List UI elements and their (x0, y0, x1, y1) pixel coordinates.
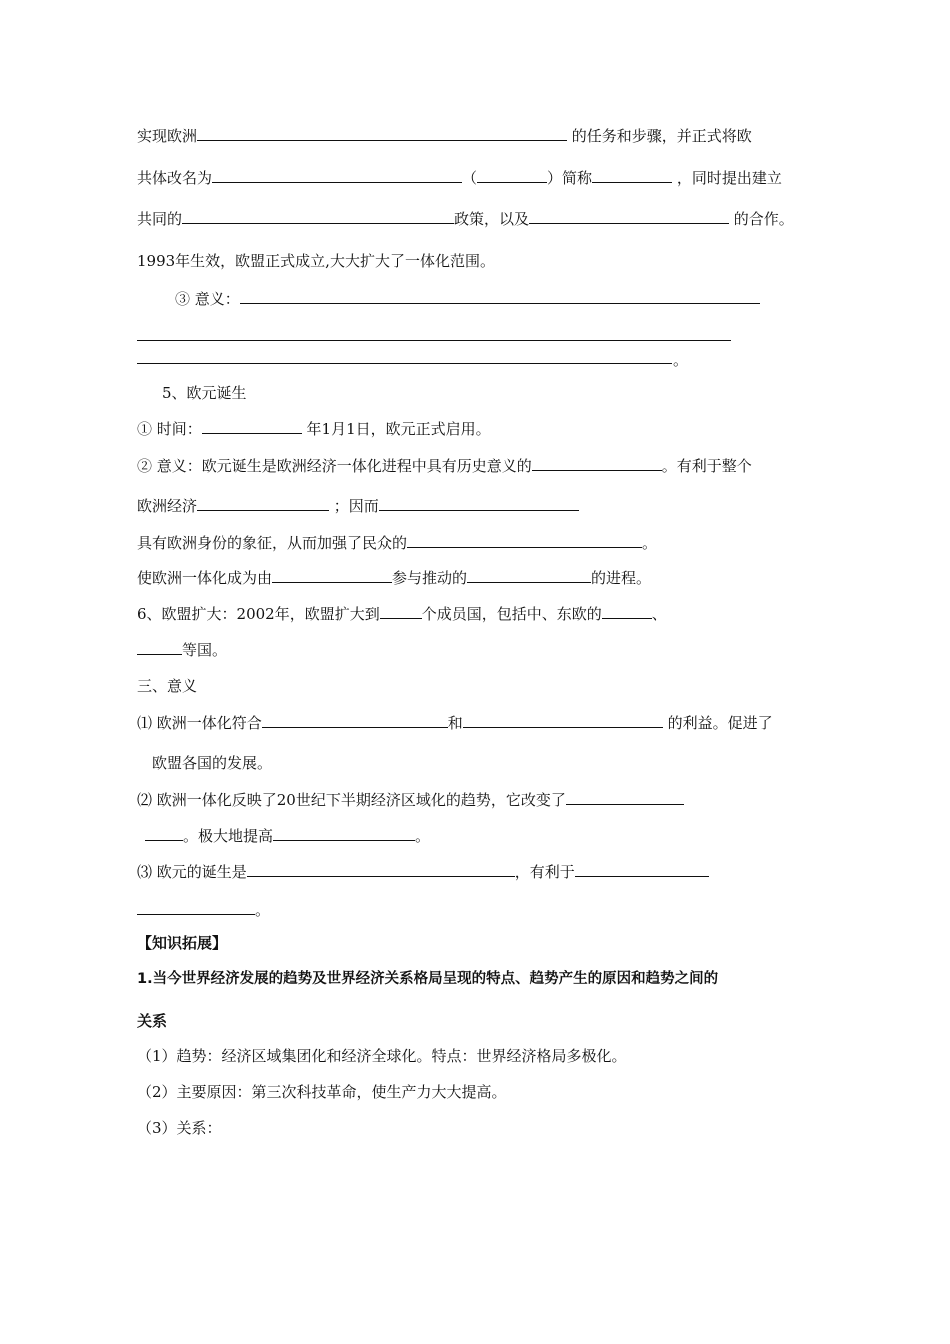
euro-identity (137, 532, 657, 554)
euro-process (137, 567, 651, 589)
text: ）简称 (547, 169, 593, 187)
text: 的利益。促进了 (662, 714, 773, 732)
blank[interactable] (529, 208, 729, 224)
text: ⑵ 欧洲一体化反映了20世纪下半期经济区域化的趋势，它改变了 (137, 791, 566, 809)
text: ，有利于 (514, 863, 575, 881)
text: 。有利于整个 (661, 457, 752, 475)
text: 、 (651, 605, 667, 623)
meaning-point-3-cont (137, 899, 270, 921)
text: 。 (415, 827, 431, 845)
text: 的任务和步骤，并正式将欧 (567, 127, 752, 145)
blank[interactable] (247, 861, 515, 877)
blank[interactable] (182, 208, 454, 224)
blank[interactable] (575, 861, 709, 877)
text: 的合作。 (729, 210, 794, 228)
blank-rule[interactable] (137, 362, 672, 364)
text: 年1月1日，欧元正式启用。 (301, 420, 491, 438)
blank[interactable] (467, 567, 591, 583)
blank[interactable] (145, 825, 183, 841)
text: 具有欧洲身份的象征，从而加强了民众的 (137, 534, 408, 552)
blank[interactable] (566, 789, 684, 805)
blank[interactable] (407, 532, 642, 548)
meaning-heading: 三、意义 (137, 677, 198, 695)
eu-line-2 (137, 167, 782, 189)
meaning-point-1 (137, 712, 773, 734)
text: ① 时间： (137, 420, 202, 438)
blank[interactable] (197, 125, 567, 141)
extension-question-cont: 关系 (137, 1012, 168, 1030)
text: （ (462, 169, 478, 187)
text: 。 (642, 534, 658, 552)
extension-answer-2: （2）主要原因：第三次科技革命，使生产力大大提高。 (137, 1083, 507, 1101)
text: 。 (255, 901, 271, 919)
text: 欧洲经济 (137, 497, 198, 515)
text: 。极大地提高 (183, 827, 274, 845)
text: 共体改名为 (137, 169, 213, 187)
meaning-point-2 (137, 789, 684, 811)
meaning-point-3 (137, 861, 709, 883)
text: 的进程。 (591, 569, 652, 587)
blank[interactable] (602, 603, 652, 619)
blank-rule[interactable] (137, 339, 731, 341)
extension-answer-3: （3）关系： (137, 1119, 222, 1137)
text: ③ 意义： (175, 290, 240, 308)
text: 6、欧盟扩大：2002年，欧盟扩大到 (137, 605, 380, 623)
eu-line-3 (137, 208, 794, 230)
blank[interactable] (380, 603, 422, 619)
blank[interactable] (137, 899, 255, 915)
euro-heading: 5、欧元诞生 (162, 384, 247, 402)
text: 个成员国，包括中、东欧的 (421, 605, 602, 623)
blank[interactable] (262, 712, 448, 728)
text: 参与推动的 (392, 569, 468, 587)
eu-enlargement-cont (137, 639, 227, 661)
extension-question: 1.当今世界经济发展的趋势及世界经济关系格局呈现的特点、趋势产生的原因和趋势之间的 (137, 971, 719, 987)
extension-heading: 【知识拓展】 (137, 934, 228, 952)
text: ⑶ 欧元的诞生是 (137, 863, 247, 881)
text: 政策，以及 (454, 210, 530, 228)
text: ；因而 (329, 497, 379, 515)
meaning-point-2-cont (145, 825, 430, 847)
text: 等国。 (182, 641, 228, 659)
eu-line-4: 1993年生效，欧盟正式成立,大大扩大了一体化范围。 (137, 252, 495, 270)
extension-answer-1: （1）趋势：经济区域集团化和经济全球化。特点：世界经济格局多极化。 (137, 1047, 627, 1065)
euro-economy (137, 495, 579, 517)
blank[interactable] (477, 167, 547, 183)
blank[interactable] (532, 455, 662, 471)
text: 和 (447, 714, 463, 732)
blank[interactable] (379, 495, 579, 511)
euro-significance (137, 455, 752, 477)
text: ② 意义：欧元诞生是欧洲经济一体化进程中具有历史意义的 (137, 457, 532, 475)
blank[interactable] (212, 167, 462, 183)
text: ，同时提出建立 (672, 169, 782, 187)
eu-significance (175, 288, 760, 310)
blank[interactable] (273, 825, 415, 841)
eu-enlargement (137, 603, 667, 625)
eu-line-1 (137, 125, 752, 147)
blank[interactable] (197, 495, 329, 511)
blank[interactable] (202, 418, 302, 434)
blank[interactable] (240, 288, 760, 304)
meaning-point-1-cont: 欧盟各国的发展。 (152, 754, 273, 772)
blank[interactable] (137, 639, 182, 655)
text: 共同的 (137, 210, 183, 228)
blank[interactable] (592, 167, 672, 183)
text: 实现欧洲 (137, 127, 198, 145)
eu-period: 。 (673, 351, 689, 369)
euro-time (137, 418, 491, 440)
text: ⑴ 欧洲一体化符合 (137, 714, 262, 732)
text: 使欧洲一体化成为由 (137, 569, 273, 587)
blank[interactable] (463, 712, 663, 728)
blank[interactable] (272, 567, 392, 583)
